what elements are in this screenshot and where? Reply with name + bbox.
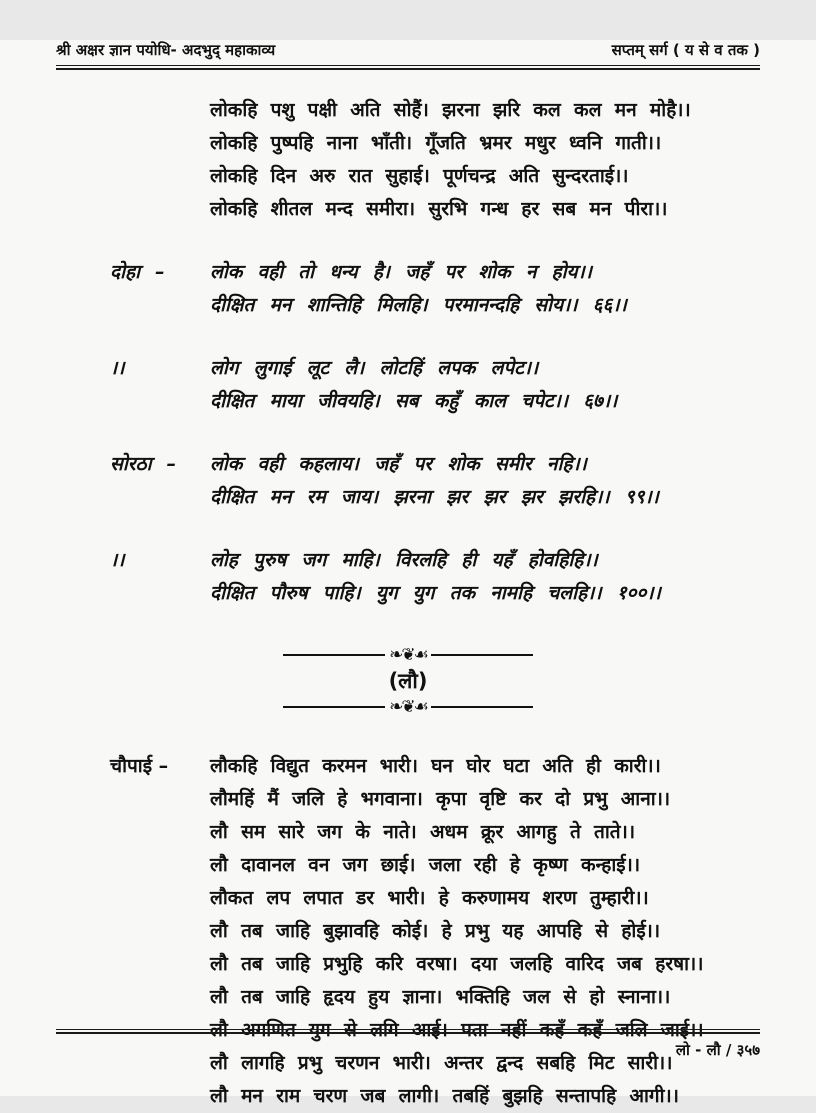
verse-lines	[210, 352, 756, 418]
verse-section	[110, 448, 756, 514]
verse-line: लौ दावानल वन जग छाई। जला रही हे कृष्ण कन्हाई।।	[210, 854, 641, 876]
page-content	[0, 94, 816, 1113]
verse-line: दीक्षित मन रम जाय। झरना झर झर झर झरहि।। ९९।।	[210, 486, 659, 508]
verse-section-label: चौपाई –	[110, 755, 169, 777]
verse-line: लौ तब जाहि हृदय हुय ज्ञाना। भक्तिहि जल से हो स्नाना।।	[210, 986, 671, 1008]
verse-line: लोक वही तो धन्य है। जहँ पर शोक न होय।।	[210, 261, 592, 283]
header-chapter-title: सप्तम् सर्ग ( य से व तक )	[611, 41, 760, 59]
verse-line: दीक्षित मन शान्तिहि मिलहि। परमानन्दहि सोय।। ६६।।	[210, 294, 627, 316]
ornament-rule-bottom	[283, 698, 533, 716]
verse-line: लोग लुगाई लूट लै। लोटहिं लपक लपेट।।	[210, 357, 539, 379]
verse-lines	[210, 448, 756, 514]
verse-section	[110, 352, 756, 418]
verse-line: लौमहिं मैं जलि हे भगवाना। कृपा वृष्टि कर दो प्रभु आना।।	[210, 788, 671, 810]
section-divider	[0, 646, 816, 716]
verse-section-label: सोरठा –	[110, 453, 177, 475]
verse-line: लौ मन राम चरण जब लागी। तबहिं बुझहि सन्तापहि आगी।।	[210, 1085, 679, 1107]
verse-line: लोह पुरुष जग माहि। विरलहि ही यहँ होवहिहि।।	[210, 549, 598, 571]
verse-line: लौकत लप लपात डर भारी। हे करुणामय शरण तुम्हारी।।	[210, 887, 649, 909]
verse-lines	[210, 256, 756, 322]
verse-line: लौ तब जाहि बुझावहि कोई। हे प्रभु यह आपहि से होई।।	[210, 920, 661, 942]
verse-section-label	[110, 94, 210, 226]
verse-section	[110, 256, 756, 322]
verse-section-label: ।।	[110, 549, 125, 571]
page-header	[56, 40, 760, 60]
verse-line: लौकहि विद्युत करमन भारी। घन घोर घटा अति ही कारी।।	[210, 755, 661, 777]
verse-line: लोकहि पशु पक्षी अति सोहैं। झरना झरि कल कल मन मोहै।।	[210, 99, 691, 121]
page-footer	[0, 1024, 816, 1060]
verse-line: लौ तब जाहि प्रभुहि करि वरषा। दया जलहि वारिद जब हरषा।।	[210, 953, 704, 975]
verse-line: लोकहि शीतल मन्द समीरा। सुरभि गन्ध हर सब मन पीरा।।	[210, 198, 668, 220]
verse-section-label: दोहा –	[110, 261, 165, 283]
verse-line: दीक्षित माया जीवयहि। सब कहुँ काल चपेट।। ६७।।	[210, 390, 618, 412]
verse-line: दीक्षित पौरुष पाहि। युग युग तक नामहि चलहि।। १००।।	[210, 582, 661, 604]
verse-line: लोक वही कहलाय। जहँ पर शोक समीर नहि।।	[210, 453, 587, 475]
ornament-rule-top	[283, 646, 533, 664]
verse-lines	[210, 544, 756, 610]
verse-line: लोकहि दिन अरु रात सुहाई। पूर्णचन्द्र अति सुन्दरताई।।	[210, 165, 629, 187]
footer-page-ref: लो - लौ / ३५७	[675, 1041, 760, 1059]
header-rule	[56, 65, 760, 70]
verse-line: लौ लागहि प्रभु चरणन भारी। अन्तर द्वन्द सबहि मिट सारी।।	[210, 1052, 673, 1074]
verse-section-label: ।।	[110, 357, 125, 379]
verse-line: लौ सम सारे जग के नाते। अधम क्रूर आगहु ते ताते।।	[210, 821, 636, 843]
verse-lines	[210, 94, 756, 226]
floral-ornament-icon: ❧❦☙	[389, 697, 427, 717]
verse-line: लोकहि पुष्पहि नाना भाँती। गूँजति भ्रमर मधुर ध्वनि गाती।।	[210, 132, 662, 154]
verse-section	[110, 94, 756, 226]
divider-title: (लौ)	[388, 669, 428, 693]
verse-line: लौ अगणित युग से लगि आई। पता नहीं कहँ कहँ जलि जाई।।	[210, 1019, 704, 1041]
header-book-title: श्री अक्षर ज्ञान पयोधि- अदभुद् महाकाव्य	[56, 41, 276, 59]
book-page	[0, 40, 816, 1107]
verse-sections-top	[0, 94, 816, 610]
verse-section	[110, 544, 756, 610]
footer-rule	[56, 1029, 760, 1034]
floral-ornament-icon: ❧❦☙	[389, 645, 427, 665]
